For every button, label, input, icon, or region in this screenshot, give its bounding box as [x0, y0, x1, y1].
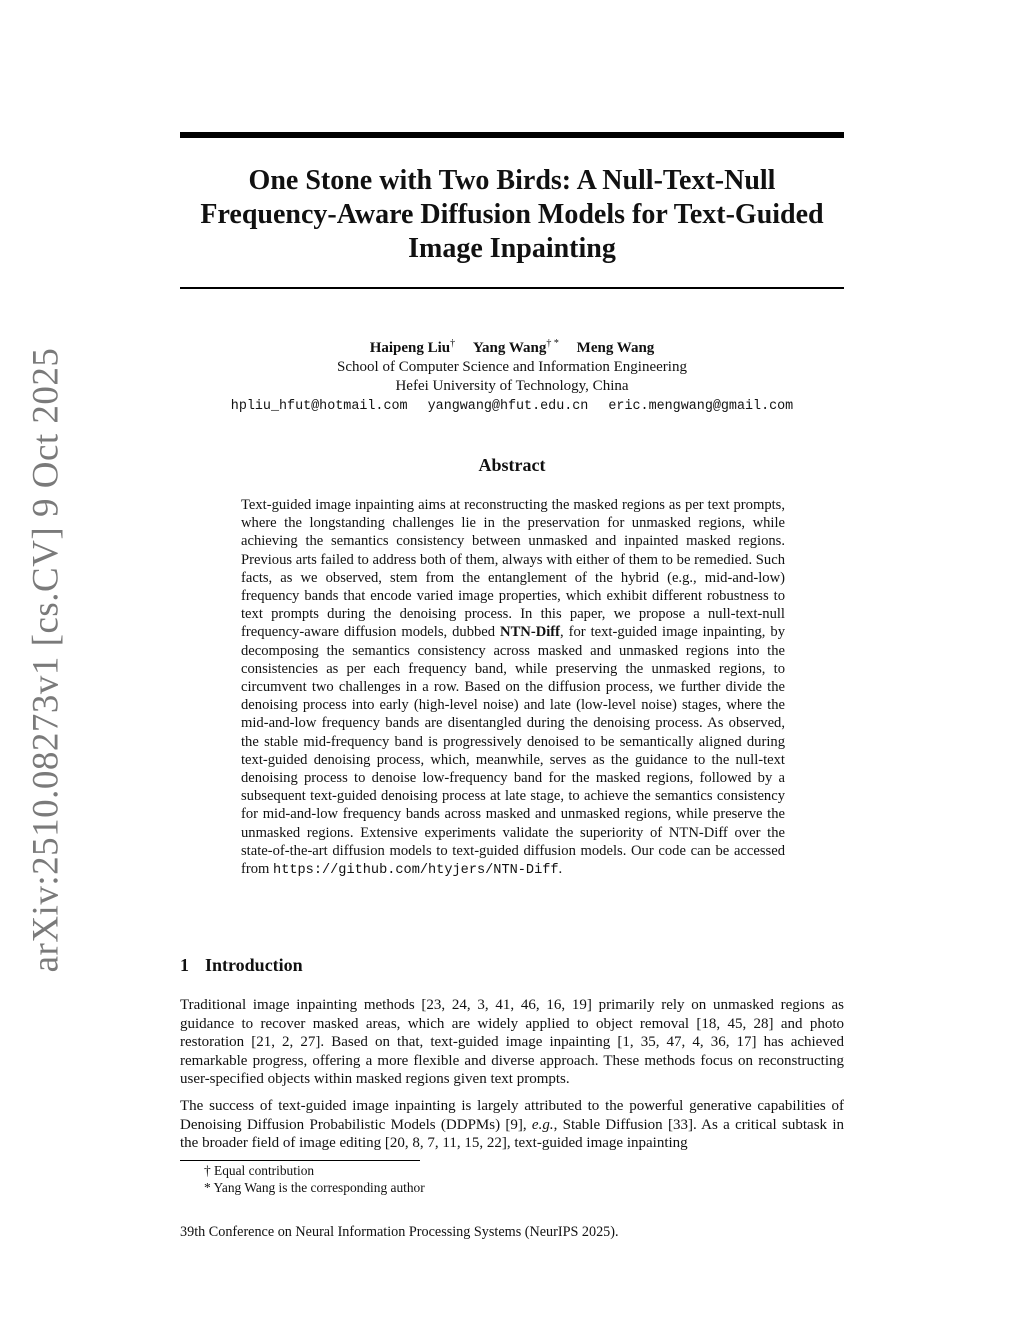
email-2[interactable]: yangwang@hfut.edu.cn: [427, 399, 589, 414]
arxiv-identifier-stamp[interactable]: arXiv:2510.08273v1 [cs.CV] 9 Oct 2025: [25, 347, 67, 973]
author-emails: [180, 397, 844, 416]
intro-paragraph-2: The success of text-guided image inpainting is largely attributed to the powerful generative capabilities of Denoising Diffusion Probabilistic Models (DDPMs) [9], e.g., Stable Diffusion [33]. As a critical subtask in the broader field of image editing [20, 8, 7, 11, 15, 22], text-guided image inpainting: [180, 1098, 844, 1152]
section-heading-introduction: [180, 955, 303, 976]
code-link[interactable]: https://github.com/htyjers/NTN-Diff: [273, 863, 559, 879]
title-line-3: Image Inpainting: [408, 233, 616, 264]
author-2: Yang Wang† *: [472, 338, 559, 356]
venue-footer: 39th Conference on Neural Information Processing Systems (NeurIPS 2025).: [180, 1224, 619, 1240]
paper-title: [180, 164, 844, 266]
method-name: NTN-Diff: [500, 624, 561, 641]
email-3[interactable]: eric.mengwang@gmail.com: [608, 399, 794, 414]
affiliation-university: Hefei University of Technology, China: [395, 378, 629, 394]
footnote-rule: [180, 1160, 420, 1161]
author-block: [180, 334, 844, 416]
abstract-heading: Abstract: [478, 455, 546, 475]
abstract-body: Text-guided image inpainting aims at reconstructing the masked regions as per text prompts, where the longstanding challenges lie in the preservation for unmasked regions, while achieving the semantics consistency between unmasked and inpainted masked regions. Previous arts failed to address both of them, always with either of them to be remedied. Such facts, as we observed, stem from the entanglement of the hybrid (e.g., mid-and-low) frequency bands that encode varied image properties, which exhibit different robustness to text prompts during the denoising process. In this paper, we propose a null-text-null frequency-aware diffusion models, dubbed NTN-Diff, for text-guided image inpainting, by decomposing the semantics consistency across masked and unmasked regions into the consistencies as per each frequency band, while preserving the unmasked regions, to circumvent two challenges in a row. Based on the diffusion process, we further divide the denoising process into early (high-level noise) and late (low-level noise) stages, where the mid-and-low frequency bands are disentangled during the denoising process. As observed, the stable mid-frequency band is progressively denoised to be semantically aligned during text-guided denoising process, which, meanwhile, serves as the guidance to the null-text denoising process to denoise low-frequency band for the masked regions, followed by a subsequent text-guided denoising process at late stage, to achieve the semantics consistency for mid-and-low frequency bands across masked and unmasked regions, while preserve the unmasked regions. Extensive experiments validate the superiority of NTN-Diff over the state-of-the-art diffusion models to text-guided diffusion models. Our code can be accessed from https://github.com/htyjers/NTN-Diff.: [241, 497, 785, 879]
section-title: Introduction: [205, 955, 303, 975]
author-2-mark: † *: [546, 338, 559, 349]
author-names: [180, 334, 844, 358]
email-1[interactable]: hpliu_hfut@hotmail.com: [230, 399, 408, 414]
affiliation-school: School of Computer Science and Information Engineering: [337, 359, 687, 375]
intro-paragraph-1: Traditional image inpainting methods [23, 24, 3, 41, 46, 16, 19] primarily rely on unmasked regions as guidance to recover masked areas, which are widely applied to object removal [18, 45, 28] and photo restoration [21, 2, 27]. Based on that, text-guided image inpainting [1, 35, 47, 4, 36, 17] has achieved remarkable progress, offering a more flexible and diverse approach. These methods focus on reconstructing user-specified objects within masked regions given text prompts.: [180, 997, 844, 1088]
title-line-2: Frequency-Aware Diffusion Models for Text-Guided: [200, 199, 824, 230]
footnote-equal-contribution: † Equal contribution: [204, 1163, 315, 1178]
title-line-1: One Stone with Two Birds: A Null-Text-Null: [248, 165, 776, 196]
author-3: Meng Wang: [576, 340, 655, 356]
title-bottom-rule: [180, 287, 844, 289]
footnote-corresponding-author: * Yang Wang is the corresponding author: [204, 1179, 425, 1195]
author-1: Haipeng Liu†: [369, 338, 456, 356]
author-1-mark: †: [450, 338, 456, 349]
section-number: 1: [180, 955, 189, 975]
footnotes: [204, 1163, 425, 1196]
title-top-rule: [180, 132, 844, 138]
